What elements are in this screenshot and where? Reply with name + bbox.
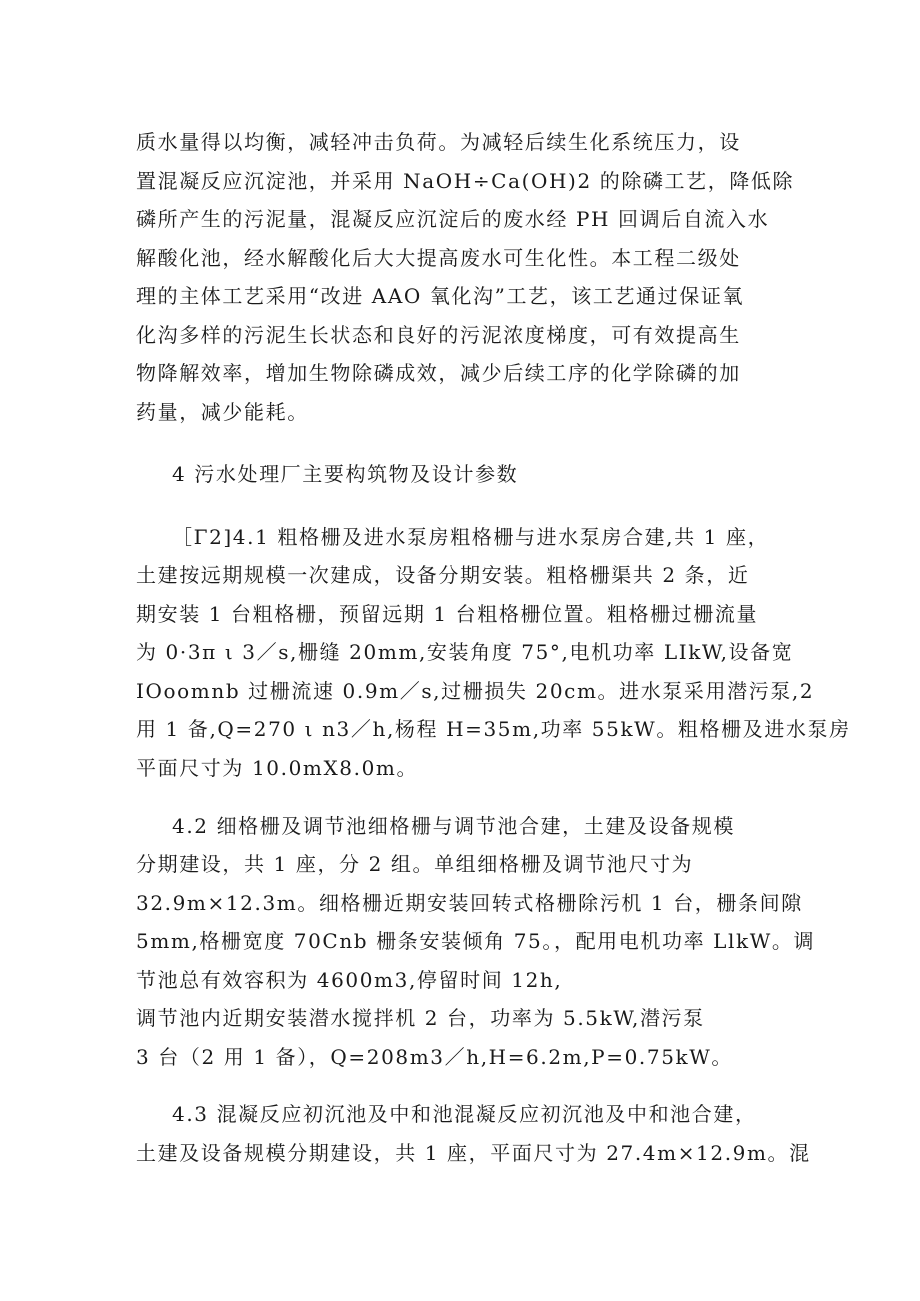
body-text-line: 期安装 1 台粗格栅，预留远期 1 台粗格栅位置。粗格栅过栅流量 bbox=[136, 602, 759, 626]
body-text-line: 4.3 混凝反应初沉池及中和池混凝反应初沉池及中和池合建， bbox=[172, 1102, 757, 1126]
body-text-line: 理的主体工艺采用“改进 AAO 氧化沟”工艺，该工艺通过保证氧 bbox=[136, 284, 745, 308]
body-text-line: 调节池内近期安装潜水搅拌机 2 台，功率为 5.5kW,潜污泵 bbox=[136, 1006, 705, 1030]
body-text-line: 节池总有效容积为 4600m3,停留时间 12h, bbox=[136, 968, 563, 992]
body-text-line: 5mm,格栅宽度 70Cnb 栅条安装倾角 75。，配用电机功率 LlkW。调 bbox=[136, 929, 816, 953]
body-text-line: 物降解效率，增加生物除磷成效，减少后续工序的化学除磷的加 bbox=[136, 361, 741, 385]
body-text-line: 3 台（2 用 1 备），Q=208m3／h,H=6.2m,P=0.75kW。 bbox=[136, 1045, 734, 1069]
body-text-line: 32.9m×12.3m。细格栅近期安装回转式格栅除污机 1 台，栅条间隙 bbox=[136, 891, 803, 915]
body-text-line: 土建及设备规模分期建设，共 1 座，平面尺寸为 27.4m×12.9m。混 bbox=[136, 1141, 811, 1165]
body-text-line: 为 0·3π ι 3／s,栅缝 20mm,安装角度 75°,电机功率 LIkW,设备宽 bbox=[136, 640, 794, 664]
body-text-line: 置混凝反应沉淀池，并采用 NaOH÷Ca(OH)2 的除磷工艺，降低除 bbox=[136, 169, 795, 193]
section-heading: 4 污水处理厂主要构筑物及设计参数 bbox=[172, 462, 519, 486]
body-text-line: ［Γ2]4.1 粗格栅及进水泵房粗格栅与进水泵房合建,共 1 座， bbox=[172, 525, 770, 549]
body-text-line: 质水量得以均衡，减轻冲击负荷。为减轻后续生化系统压力，设 bbox=[136, 130, 741, 154]
body-text-line: 分期建设，共 1 座，分 2 组。单组细格栅及调节池尺寸为 bbox=[136, 852, 694, 876]
body-text-line: 土建按远期规模一次建成，设备分期安装。粗格栅渠共 2 条，近 bbox=[136, 563, 750, 587]
body-text-line: 药量，减少能耗。 bbox=[136, 400, 309, 424]
body-text-line: 4.2 细格栅及调节池细格栅与调节池合建，土建及设备规模 bbox=[172, 814, 735, 838]
body-text-line: 平面尺寸为 10.0mX8.0m。 bbox=[136, 756, 419, 780]
body-text-line: 解酸化池，经水解酸化后大大提高废水可生化性。本工程二级处 bbox=[136, 246, 741, 270]
body-text-line: IOoomnb 过栅流速 0.9m／s,过栅损失 20cm。进水泵采用潜污泵,2 bbox=[136, 679, 815, 703]
body-text-line: 化沟多样的污泥生长状态和良好的污泥浓度梯度，可有效提高生 bbox=[136, 323, 741, 347]
body-text-line: 用 1 备,Q=270 ι n3／h,杨程 H=35m,功率 55kW。粗格栅及进水泵房 bbox=[136, 717, 851, 741]
body-text-line: 磷所产生的污泥量，混凝反应沉淀后的废水经 PH 回调后自流入水 bbox=[136, 207, 770, 231]
